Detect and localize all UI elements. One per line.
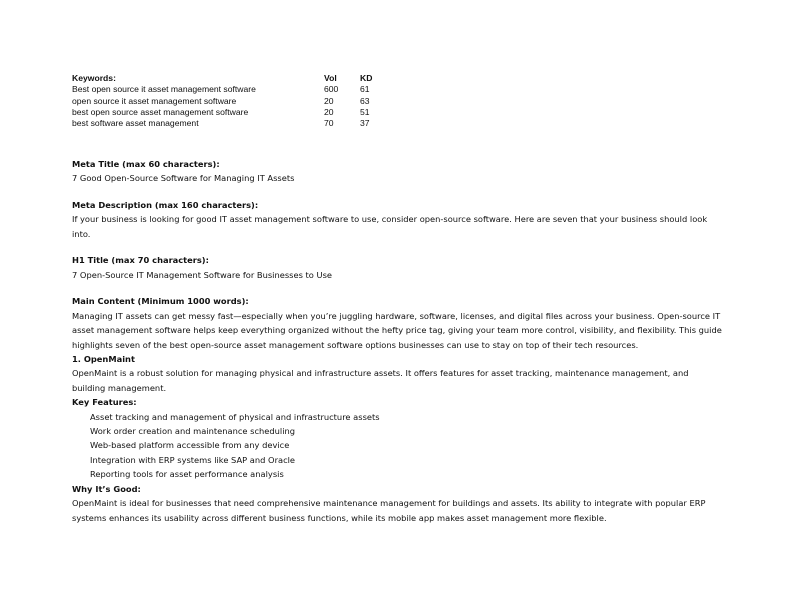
keywords-header-row [72,73,390,84]
volume-cell: 600 [324,84,339,95]
keywords-table [72,73,390,129]
features-list [72,410,722,482]
list-item: Integration with ERP systems like SAP and Oracle [90,454,296,465]
kd-cell: 51 [360,106,370,117]
table-row [72,84,390,95]
document-body [72,157,722,525]
keyword-cell: best software asset management [72,118,199,129]
volume-cell: 20 [324,106,334,117]
volume-cell: 70 [324,118,334,129]
kd-cell: 37 [360,118,370,129]
h1-title-value: 7 Open-Source IT Management Software for Businesses to Use [72,269,333,280]
table-row [72,107,390,118]
key-features-label: Key Features: [72,397,137,408]
section-heading: 1. OpenMaint [72,354,135,365]
table-row [72,118,390,129]
keyword-cell: open source it asset management software [72,95,237,106]
kd-cell: 61 [360,84,370,95]
meta-description-value: If your business is looking for good IT asset management software to use, consider open-source software. Here are seven that your business should look into. [72,214,708,239]
kd-header: KD [360,73,373,83]
keyword-cell: Best open source it asset management software [72,84,256,95]
volume-cell: 20 [324,95,334,106]
why-text: OpenMaint is ideal for businesses that need comprehensive maintenance management for buildings and assets. Its ability to integrate with popular ERP systems enhances its usability across different business functions, while its mobile app makes asset management more flexible. [72,498,706,523]
main-content-intro: Managing IT assets can get messy fast—especially when you’re juggling hardware, software, licenses, and digital files across your business. Open-source IT asset management software helps keep everything organized without the hefty price tag, giving your team more control, visibility, and flexibility. This guide highlights seven of the best open-source asset management software options businesses can use to stay on top of their tech resources. [72,310,722,350]
why-label: Why It’s Good: [72,483,141,494]
list-item: Work order creation and maintenance scheduling [90,426,296,437]
section-intro: OpenMaint is a robust solution for managing physical and infrastructure assets. It offers features for asset tracking, maintenance management, and building management. [72,368,689,393]
table-row [72,96,390,107]
main-content-label: Main Content (Minimum 1000 words): [72,296,249,307]
list-item: Asset tracking and management of physical and infrastructure assets [90,411,380,422]
keyword-cell: best open source asset management software [72,106,249,117]
volume-header: Vol [324,73,337,83]
meta-title-value: 7 Good Open-Source Software for Managing IT Assets [72,173,295,184]
keywords-header: Keywords: [72,73,116,83]
h1-title-label: H1 Title (max 70 characters): [72,255,209,266]
meta-title-label: Meta Title (max 60 characters): [72,159,220,169]
list-item: Reporting tools for asset performance analysis [90,469,284,480]
kd-cell: 63 [360,95,370,106]
meta-description-label: Meta Description (max 160 characters): [72,200,259,210]
list-item: Web-based platform accessible from any device [90,440,290,451]
